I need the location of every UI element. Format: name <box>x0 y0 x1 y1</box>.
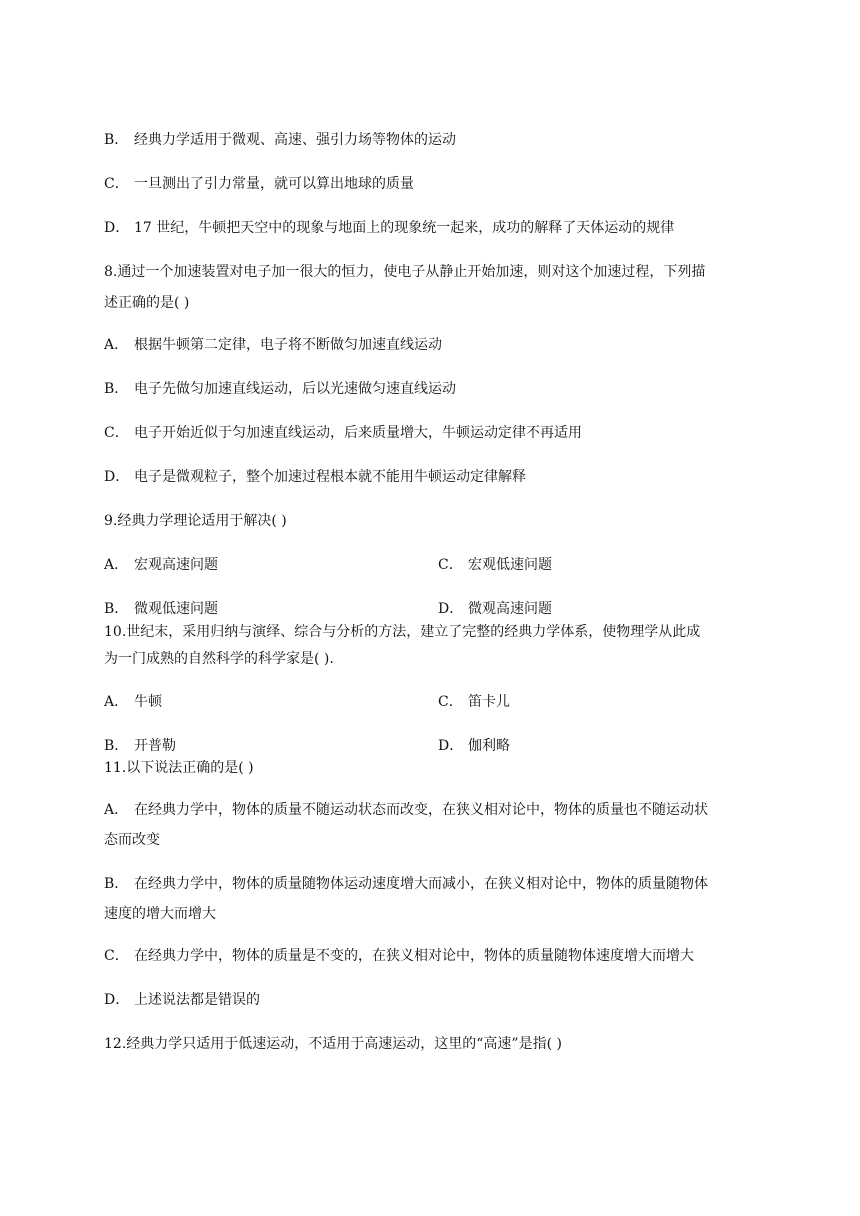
q8-stem-line-2: 述正确的是( ) <box>104 295 190 311</box>
q10-stem-line-2: 为一门成熟的自然科学的科学家是( ). <box>104 651 334 667</box>
option-key: A． <box>104 802 129 818</box>
option-text: 宏观低速问题 <box>468 557 552 573</box>
q11-option-a-line-2: 态而改变 <box>104 832 160 848</box>
option-text: 伽利略 <box>468 738 510 754</box>
option-text: 微观低速问题 <box>134 601 218 617</box>
option-text: 一旦测出了引力常量，就可以算出地球的质量 <box>134 176 414 192</box>
q8-option-a <box>104 335 442 355</box>
q7-option-d <box>104 218 674 238</box>
option-key: B． <box>104 738 129 754</box>
q7-option-b <box>104 130 456 150</box>
option-text: 在经典力学中，物体的质量随物体运动速度增大而减小，在狭义相对论中，物体的质量随物体 <box>134 876 708 892</box>
q10-option-b <box>104 736 176 756</box>
q11-option-a-line-1 <box>104 800 708 820</box>
option-text: 电子先做匀加速直线运动，后以光速做匀速直线运动 <box>134 381 456 397</box>
q11-stem: 11.以下说法正确的是( ) <box>104 760 254 776</box>
option-key: D． <box>438 738 464 754</box>
option-key: B． <box>104 601 129 617</box>
q9-option-b <box>104 599 218 619</box>
q10-stem-line-1: 10.世纪末，采用归纳与演绎、综合与分析的方法，建立了完整的经典力学体系，使物理学从此成 <box>104 624 701 640</box>
option-key: C． <box>438 694 463 710</box>
option-key: C． <box>104 948 129 964</box>
option-text: 开普勒 <box>134 738 176 754</box>
option-key: A． <box>104 337 129 353</box>
q11-option-d <box>104 990 260 1010</box>
q11-option-c <box>104 946 694 966</box>
q9-option-d <box>438 599 552 619</box>
option-key: B． <box>104 132 129 148</box>
option-text: 微观高速问题 <box>468 601 552 617</box>
q10-option-a <box>104 692 162 712</box>
q10-option-c <box>438 692 510 712</box>
q8-option-b <box>104 379 456 399</box>
option-text: 牛顿 <box>134 694 162 710</box>
option-key: D． <box>104 469 130 485</box>
q12-stem: 12.经典力学只适用于低速运动，不适用于高速运动，这里的“高速”是指( ) <box>104 1036 562 1052</box>
option-key: B． <box>104 876 129 892</box>
option-text: 电子是微观粒子，整个加速过程根本就不能用牛顿运动定律解释 <box>134 469 526 485</box>
q7-option-c <box>104 174 414 194</box>
option-text: 根据牛顿第二定律，电子将不断做匀加速直线运动 <box>134 337 442 353</box>
option-key: A． <box>104 557 129 573</box>
option-key: C． <box>104 176 129 192</box>
q9-stem: 9.经典力学理论适用于解决( ) <box>104 513 287 529</box>
option-text: 上述说法都是错误的 <box>134 992 260 1008</box>
option-text: 17 世纪，牛顿把天空中的现象与地面上的现象统一起来，成功的解释了天体运动的规律 <box>134 220 675 236</box>
q9-option-c <box>438 555 552 575</box>
q8-stem-line-1: 8.通过一个加速装置对电子加一很大的恒力，使电子从静止开始加速，则对这个加速过程，下列描 <box>104 264 706 280</box>
option-key: C． <box>104 425 129 441</box>
q10-option-d <box>438 736 510 756</box>
option-text: 经典力学适用于微观、高速、强引力场等物体的运动 <box>134 132 456 148</box>
q11-option-b-line-2: 速度的增大而增大 <box>104 906 216 922</box>
option-text: 在经典力学中，物体的质量是不变的，在狭义相对论中，物体的质量随物体速度增大而增大 <box>134 948 694 964</box>
option-key: A． <box>104 694 129 710</box>
option-text: 在经典力学中，物体的质量不随运动状态而改变，在狭义相对论中，物体的质量也不随运动状 <box>134 802 708 818</box>
q8-option-d <box>104 467 526 487</box>
q8-option-c <box>104 423 582 443</box>
option-key: D． <box>104 220 130 236</box>
option-key: C． <box>438 557 463 573</box>
q9-option-a <box>104 555 218 575</box>
option-key: B． <box>104 381 129 397</box>
option-text: 电子开始近似于匀加速直线运动，后来质量增大，牛顿运动定律不再适用 <box>134 425 582 441</box>
option-key: D． <box>438 601 464 617</box>
q11-option-b-line-1 <box>104 874 708 894</box>
option-text: 笛卡儿 <box>468 694 510 710</box>
option-key: D． <box>104 992 130 1008</box>
option-text: 宏观高速问题 <box>134 557 218 573</box>
